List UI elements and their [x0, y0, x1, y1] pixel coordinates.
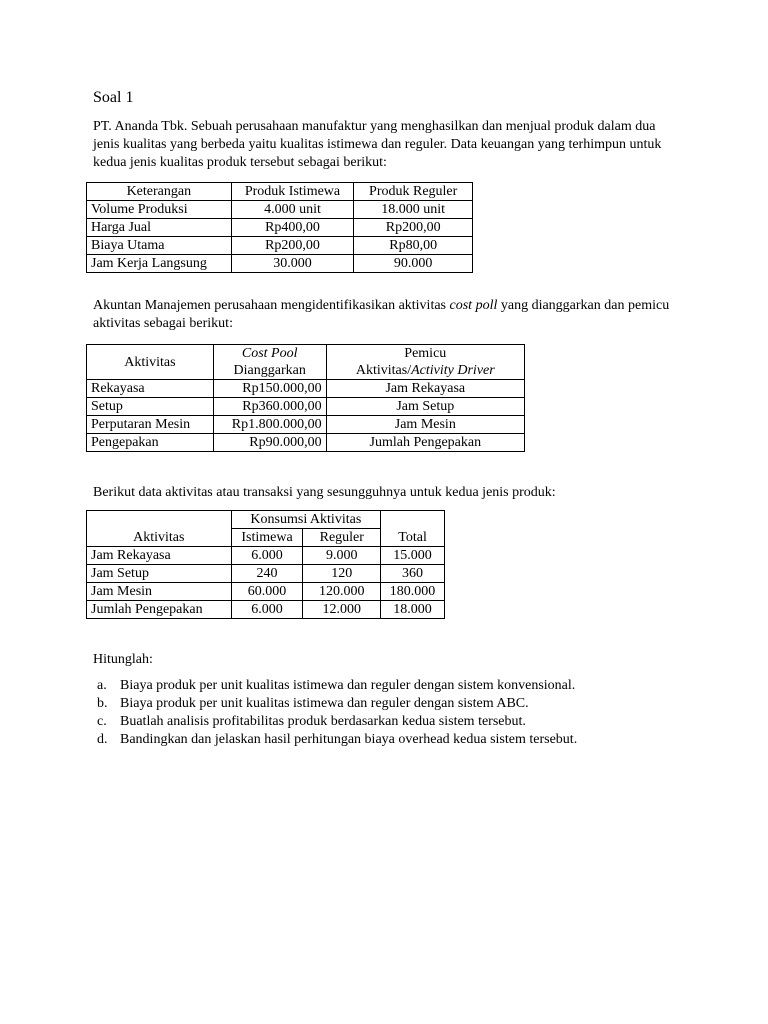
paragraph-emphasis: cost poll [449, 298, 498, 313]
header-cell [87, 511, 232, 529]
cost-pool-table [86, 344, 525, 452]
table-cell: 15.000 [381, 547, 445, 565]
header-cell [381, 511, 445, 529]
table-cell: 9.000 [303, 547, 381, 565]
header-cell: Produk Reguler [354, 183, 473, 201]
header-cell: Aktivitas [87, 529, 232, 547]
activity-consumption-table [86, 510, 445, 619]
table-header-row [87, 183, 473, 201]
table-cell: 180.000 [381, 583, 445, 601]
table-cell: Volume Produksi [87, 201, 232, 219]
table-cell: 6.000 [231, 547, 303, 565]
paragraph-text: yang dianggarkan dan pemicu aktivitas sebagai berikut: [93, 298, 670, 331]
header-text: Aktivitas/ [355, 363, 412, 378]
cost-pool-paragraph [93, 297, 673, 333]
table-cell: Biaya Utama [87, 237, 232, 255]
header-cell: Total [381, 529, 445, 547]
table-cell: Harga Jual [87, 219, 232, 237]
header-cell: Pemicu [326, 345, 524, 363]
table-cell: Jam Mesin [326, 416, 524, 434]
table-cell: Rp200,00 [354, 219, 473, 237]
table-row [87, 547, 445, 565]
activity-data-paragraph: Berikut data aktivitas atau transaksi yang sesungguhnya untuk kedua jenis produk: [93, 485, 556, 500]
table-header-row [87, 511, 445, 529]
list-item [93, 731, 693, 749]
table-cell: Jam Kerja Langsung [87, 255, 232, 273]
list-item [93, 713, 693, 731]
header-cell: Konsumsi Aktivitas [231, 511, 381, 529]
paragraph-text: Akuntan Manajemen perusahaan mengidentifikasikan aktivitas [93, 298, 450, 313]
list-item-text: Biaya produk per unit kualitas istimewa dan reguler dengan sistem ABC. [120, 696, 529, 711]
table-cell: Rp80,00 [354, 237, 473, 255]
page-title: Soal 1 [93, 89, 134, 106]
table-cell: 18.000 unit [354, 201, 473, 219]
table-cell: 60.000 [231, 583, 303, 601]
table-header-row [87, 529, 445, 547]
table-cell: Rp200,00 [231, 237, 354, 255]
question-list [93, 677, 693, 749]
instruction-paragraph: Hitunglah: [93, 652, 153, 667]
table-cell: Jam Mesin [87, 583, 232, 601]
table-row [87, 434, 525, 452]
table-header-row [87, 345, 525, 363]
table-cell: Setup [87, 398, 214, 416]
table-cell: Jam Setup [326, 398, 524, 416]
list-item-text: Biaya produk per unit kualitas istimewa dan reguler dengan sistem konvensional. [120, 678, 576, 693]
table-row [87, 219, 473, 237]
product-data-table [86, 182, 473, 273]
table-row [87, 201, 473, 219]
table-row [87, 380, 525, 398]
table-cell: 6.000 [231, 601, 303, 619]
header-cell: Dianggarkan [213, 362, 326, 380]
table-row [87, 565, 445, 583]
table-cell: Jam Rekayasa [87, 547, 232, 565]
header-cell: Keterangan [87, 183, 232, 201]
table-cell: Rp360.000,00 [213, 398, 326, 416]
list-item-text: Bandingkan dan jelaskan hasil perhitungan biaya overhead kedua sistem tersebut. [120, 732, 578, 747]
table-row [87, 601, 445, 619]
list-item [93, 677, 693, 695]
list-marker: a. [97, 678, 107, 693]
table-cell: Perputaran Mesin [87, 416, 214, 434]
table-row [87, 416, 525, 434]
table-cell: Jam Setup [87, 565, 232, 583]
table-cell: 120 [303, 565, 381, 583]
header-cell: Istimewa [231, 529, 303, 547]
table-cell: Pengepakan [87, 434, 214, 452]
table-cell: 120.000 [303, 583, 381, 601]
table-row [87, 398, 525, 416]
list-marker: b. [97, 696, 108, 711]
list-marker: d. [97, 732, 108, 747]
table-cell: 90.000 [354, 255, 473, 273]
table-cell: Rp400,00 [231, 219, 354, 237]
table-cell: 4.000 unit [231, 201, 354, 219]
table-cell: Rekayasa [87, 380, 214, 398]
table-cell: 12.000 [303, 601, 381, 619]
list-item-text: Buatlah analisis profitabilitas produk berdasarkan kedua sistem tersebut. [120, 714, 526, 729]
header-cell: Produk Istimewa [231, 183, 354, 201]
header-emphasis: Activity Driver [411, 363, 495, 378]
header-cell [213, 345, 326, 363]
table-cell: 30.000 [231, 255, 354, 273]
table-cell: 18.000 [381, 601, 445, 619]
header-cell [326, 362, 524, 380]
table-cell: 240 [231, 565, 303, 583]
table-cell: Jumlah Pengepakan [87, 601, 232, 619]
header-cell: Reguler [303, 529, 381, 547]
table-cell: Rp150.000,00 [213, 380, 326, 398]
table-cell: Rp1.800.000,00 [213, 416, 326, 434]
header-cell: Aktivitas [87, 345, 214, 380]
table-row [87, 237, 473, 255]
intro-paragraph: PT. Ananda Tbk. Sebuah perusahaan manufaktur yang menghasilkan dan menjual produk dalam dua jenis kualitas yang berbeda yaitu kualitas istimewa dan reguler. Data keuangan yang terhimpun untuk kedua jenis kualitas produk tersebut sebagai berikut: [93, 119, 662, 170]
list-item [93, 695, 693, 713]
table-row [87, 583, 445, 601]
table-cell: Jam Rekayasa [326, 380, 524, 398]
table-cell: 360 [381, 565, 445, 583]
table-cell: Rp90.000,00 [213, 434, 326, 452]
list-marker: c. [97, 714, 107, 729]
table-cell: Jumlah Pengepakan [326, 434, 524, 452]
header-emphasis: Cost Pool [241, 346, 298, 361]
table-row [87, 255, 473, 273]
